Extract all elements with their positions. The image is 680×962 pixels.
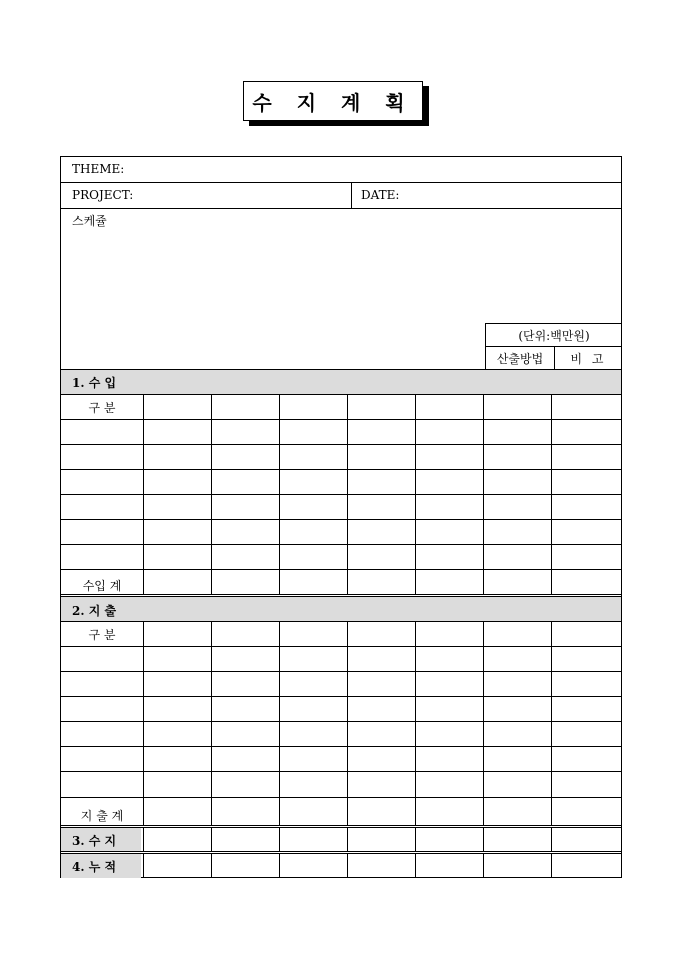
grid-column-line xyxy=(347,621,348,825)
page-title: 수 지 계 획 xyxy=(243,81,423,121)
unit-label: (단위:백만원) xyxy=(518,329,590,343)
grid-column-line xyxy=(415,854,416,878)
grid-column-line xyxy=(415,394,416,594)
grid-column-line xyxy=(415,828,416,851)
grid-column-line xyxy=(279,621,280,825)
grid-row-line xyxy=(61,519,621,520)
calc-method-label: 산출방법 xyxy=(496,352,544,366)
grid-row-line xyxy=(61,797,621,798)
divider xyxy=(61,208,621,209)
grid-column-line xyxy=(279,828,280,851)
project-label: PROJECT: xyxy=(72,188,134,202)
schedule-label: 스케쥴 xyxy=(72,214,107,228)
double-divider xyxy=(61,851,621,854)
grid-row-line xyxy=(61,696,621,697)
grid-column-line xyxy=(347,394,348,594)
grid-column-line xyxy=(347,854,348,878)
grid-column-line xyxy=(483,854,484,878)
remarks-label: 비 고 xyxy=(570,352,607,366)
divider xyxy=(485,346,621,347)
grid-row-line xyxy=(61,646,621,647)
expense-section-bar xyxy=(61,597,621,621)
grid-row-line xyxy=(61,494,621,495)
budget-form xyxy=(60,156,622,878)
divider xyxy=(61,621,621,622)
grid-column-line xyxy=(279,394,280,594)
grid-column-line xyxy=(347,828,348,851)
grid-row-line xyxy=(61,419,621,420)
grid-column-line xyxy=(211,621,212,825)
grid-column-line xyxy=(551,854,552,878)
divider xyxy=(351,182,352,208)
grid-column-line xyxy=(551,621,552,825)
grid-row-line xyxy=(61,721,621,722)
cumulative-section-label: 4. 누 적 xyxy=(72,860,117,874)
income-section-label: 1. 수 입 xyxy=(72,376,117,390)
expense-section-label: 2. 지 출 xyxy=(72,604,117,618)
grid-column-line xyxy=(551,828,552,851)
grid-row-line xyxy=(61,444,621,445)
grid-column-line xyxy=(483,828,484,851)
date-label: DATE: xyxy=(361,188,400,202)
expense-category-label: 구 분 xyxy=(88,628,116,642)
grid-row-line xyxy=(61,569,621,570)
grid-column-line xyxy=(415,621,416,825)
grid-column-line xyxy=(143,394,144,594)
divider xyxy=(61,369,621,370)
grid-column-line xyxy=(143,854,144,878)
grid-row-line xyxy=(61,469,621,470)
income-section-bar xyxy=(61,369,621,394)
grid-column-line xyxy=(143,621,144,825)
grid-column-line xyxy=(143,828,144,851)
grid-row-line xyxy=(61,544,621,545)
grid-row-line xyxy=(61,746,621,747)
divider xyxy=(485,323,621,324)
grid-column-line xyxy=(483,621,484,825)
grid-row-line xyxy=(61,671,621,672)
grid-row-line xyxy=(61,771,621,772)
grid-column-line xyxy=(211,394,212,594)
grid-column-line xyxy=(551,394,552,594)
grid-column-line xyxy=(211,854,212,878)
divider xyxy=(61,394,621,395)
theme-label: THEME: xyxy=(72,162,125,176)
balance-section-label: 3. 수 지 xyxy=(72,834,117,848)
grid-column-line xyxy=(279,854,280,878)
grid-column-line xyxy=(211,828,212,851)
income-total-label: 수입 계 xyxy=(82,579,122,593)
expense-total-label: 지 출 계 xyxy=(80,809,124,823)
double-divider xyxy=(61,825,621,828)
grid-column-line xyxy=(483,394,484,594)
income-category-label: 구 분 xyxy=(88,401,116,415)
divider xyxy=(61,182,621,183)
